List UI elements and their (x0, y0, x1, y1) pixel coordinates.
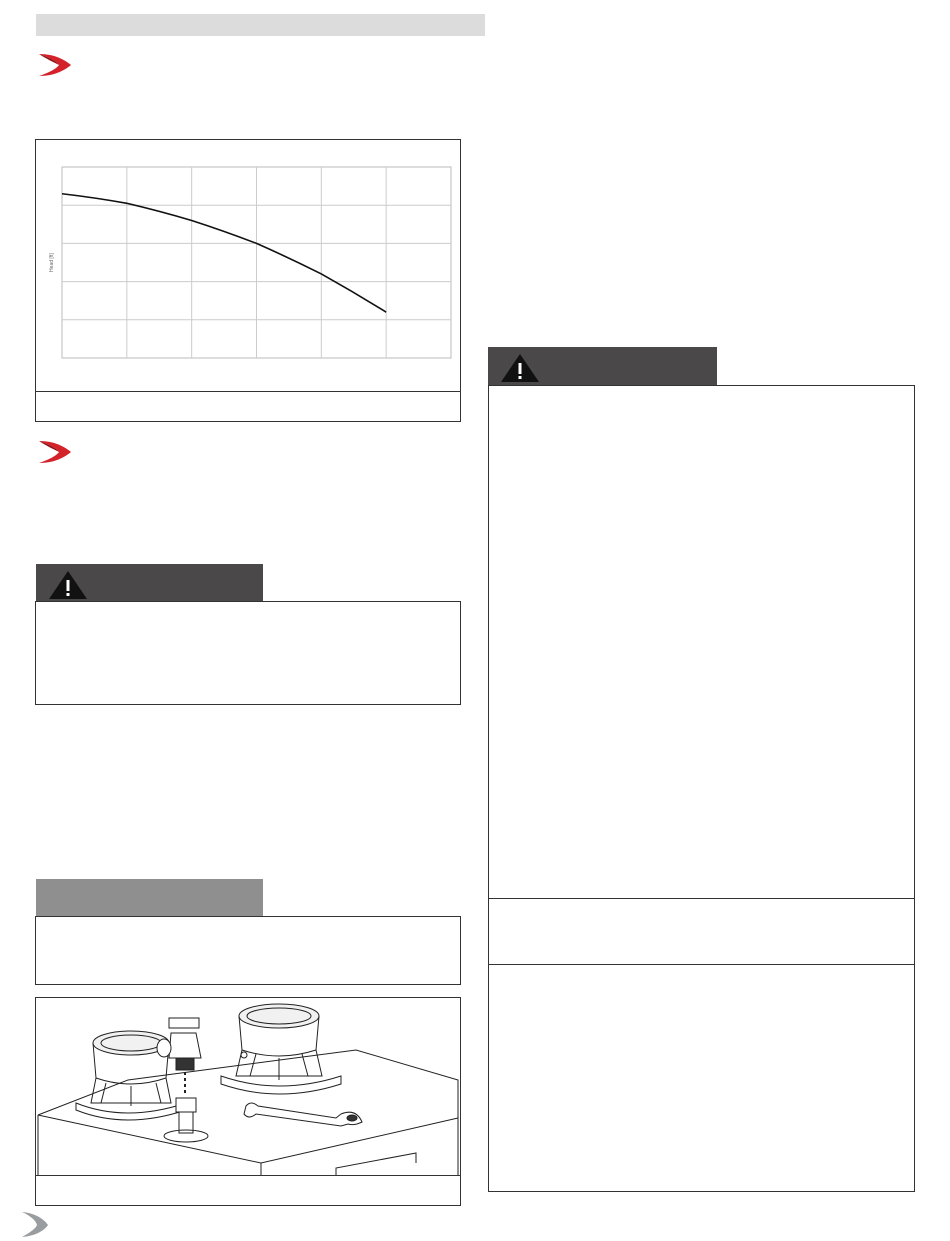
figure-caption-strip (36, 391, 460, 421)
figure-caption-strip (36, 1175, 460, 1205)
figure-box-chart (35, 139, 461, 422)
series-line (62, 194, 386, 312)
valve-installation-illustration (36, 998, 460, 1176)
note-box (35, 916, 461, 985)
warning-box-large (488, 385, 915, 1192)
warning-tab (36, 564, 263, 602)
warning-triangle-icon (48, 570, 88, 600)
warning-triangle-icon (500, 353, 540, 383)
warning-tab (488, 347, 717, 386)
y-axis-label: Head [ft] (49, 253, 55, 272)
note-tab (36, 879, 263, 917)
red-chevron-icon (37, 439, 73, 465)
figure-box-illustration (35, 997, 461, 1206)
divider (489, 964, 914, 965)
section-header-bar (36, 14, 485, 36)
divider (489, 898, 914, 899)
pump-curve-chart (36, 140, 460, 392)
warning-box (35, 601, 461, 705)
gray-chevron-icon (20, 1210, 50, 1238)
red-chevron-icon (37, 52, 73, 78)
